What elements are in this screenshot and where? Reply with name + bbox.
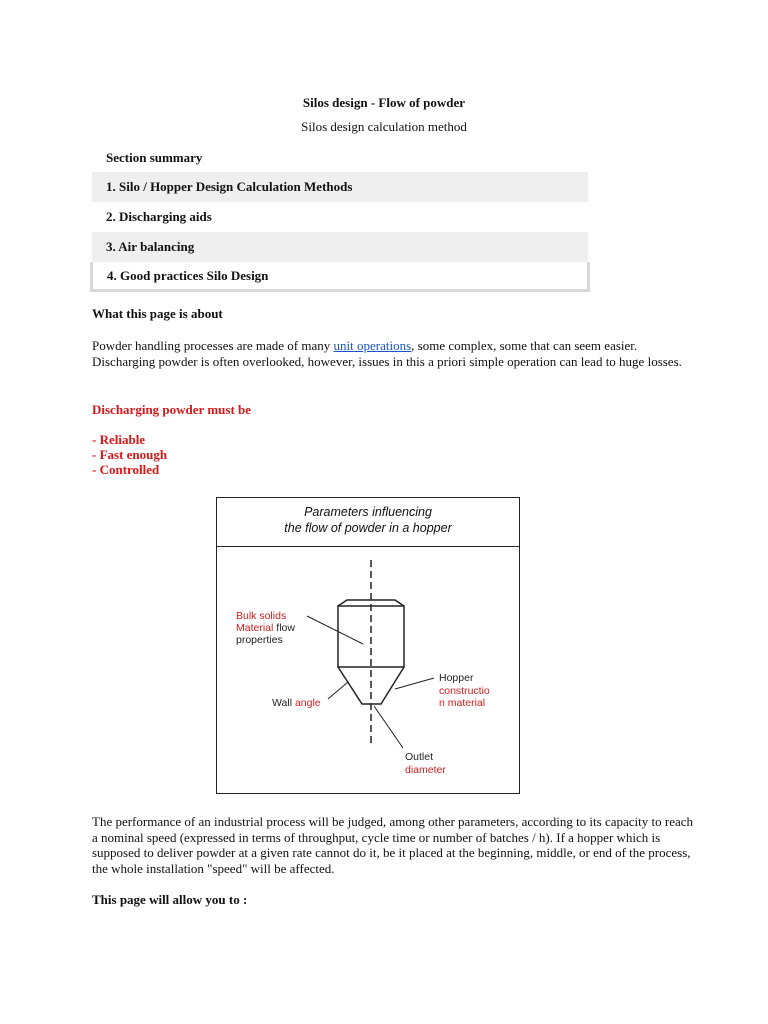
section-summary-list [92,172,588,292]
wall-angle-label [272,697,321,709]
about-text-end: , some complex, some that can seem easier. Discharging powder is often overlooked, however, issues in this a priori simple operation can lead to huge losses. [92,338,682,369]
about-heading: What this page is about [92,306,223,321]
must-be-heading: Discharging powder must be [92,402,252,417]
must-be-fast: - Fast enough [92,447,168,462]
wall-label: Wall [272,697,295,709]
bulk-solids-label-red: Bulk solids [236,610,287,622]
summary-item-air-balancing[interactable]: 3. Air balancing [92,232,588,262]
material-label-red-2: n material [439,697,486,709]
hopper-parameters-figure [216,497,520,794]
performance-paragraph: The performance of an industrial process will be judged, among other parameters, according to its capacity to reach a nominal speed (expressed in terms of throughput, cycle time or number of batches / h). If a hopper which is supposed to deliver powder at a given rate cannot do it, be it placed at the beginning, middle, or end of the process, the whole installation "speed" will be affected. [92,814,694,876]
section-summary-label: Section summary [106,150,203,165]
allow-heading: This page will allow you to : [92,892,248,907]
material-flow-label [236,622,295,634]
wall-angle-leader [328,682,348,699]
page-title: Silos design - Flow of powder [302,95,466,110]
hopper-label: Hopper [439,672,474,684]
material-label-red: Material [236,622,274,634]
about-paragraph [92,338,697,369]
angle-label-red: angle [294,697,321,709]
figure-title-line-2: the flow of powder in a hopper [284,521,452,535]
outlet-label: Outlet [405,751,434,763]
hopper-material-leader [395,678,434,689]
figure-title-line-1: Parameters influencing [304,505,432,519]
about-text-start: Powder handling processes are made of many [92,338,334,353]
summary-item-discharging-aids[interactable]: 2. Discharging aids [106,209,212,224]
summary-item-good-practices[interactable]: 4. Good practices Silo Design [90,262,590,292]
must-be-reliable: - Reliable [92,432,146,447]
outlet-diameter-leader [374,706,403,748]
page-subtitle: Silos design calculation method [301,119,467,134]
bulk-solids-leader [307,616,363,644]
properties-label: properties [236,634,283,646]
flow-label: flow [273,622,295,634]
must-be-controlled: - Controlled [92,462,160,477]
hopper-diagram [217,498,519,793]
unit-operations-link[interactable]: unit operations [333,338,412,353]
summary-item-calculation-methods[interactable]: 1. Silo / Hopper Design Calculation Methods [92,172,588,202]
diameter-label-red: diameter [405,764,446,776]
construction-label-red: constructio [439,685,490,697]
